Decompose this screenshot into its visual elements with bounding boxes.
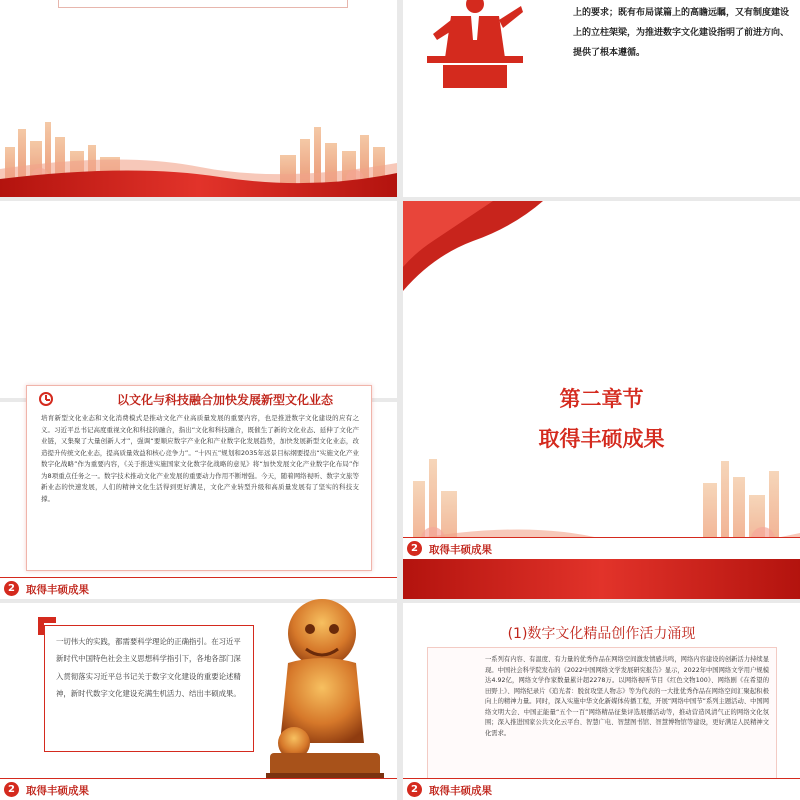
- content-card: [26, 385, 372, 571]
- chapter-title: 取得丰硕成果: [538, 427, 665, 451]
- section-footer: [403, 778, 800, 800]
- card-body: 培育新型文化业态和文化消费模式是推动文化产业高质量发展的重要内容，也是推进数字文化建设的应有之义。习近平总书记高度重视文化和科技的融合，指出“文化和科技融合，既催生了新的文化业态、延伸了文化产业链，又集聚了大量创新人才”，强调“要顺应数字产业化和产业数字化发展趋势，加快发展新型文化业态，改造提升传统文化业态，提高质量效益和核心竞争力”。“十四五”规划和2035年远景目标纲要提出“实施文化产业数字化战略”作为重要内容，《关于推进实施国家文化数字化战略的意见》将“加快发展文化产业数字化布局”作为8项重点任务之一。数字技术推动文化产业发展的重要动力作用不断增强。今天，随着网络视听、数字文旅等新业态的快速发展，人们的精神文化生活得到更好满足，文化产业转型升级和高质量发展有了坚实的科技支撑。: [41, 414, 359, 503]
- slide-7: [0, 603, 397, 800]
- section-footer: [0, 778, 397, 800]
- section-number: 2: [4, 782, 19, 797]
- red-flag-decoration: [403, 201, 543, 291]
- slide-1: [0, 0, 397, 197]
- section-title: 取得丰硕成果: [429, 785, 492, 797]
- quote-text: 一切伟大的实践，都需要科学理论的正确指引。在习近平新时代中国特色社会主义思想科学指引下，各地各部门深入贯彻落实习近平总书记关于数字文化建设的重要论述精神，新时代数字文化建设充满生机活力、结出丰硕成果。: [56, 637, 241, 699]
- slide-2-text: 上的要求；既有布局谋篇上的高瞻远瞩，又有制度建设上的立柱架梁，为推进数字文化建设指明了前进方向、提供了根本遵循。: [573, 8, 790, 58]
- slide-5-body: [0, 393, 397, 599]
- card-title: 以文化与科技融合加快发展新型文化业态: [117, 393, 334, 407]
- section-title: 取得丰硕成果: [429, 544, 492, 556]
- text-box-edge: [58, 0, 348, 8]
- section-title: 取得丰硕成果: [26, 785, 89, 797]
- podium-speaker-icon: [425, 0, 525, 88]
- slide-6: [403, 201, 800, 599]
- section-footer: [403, 537, 800, 559]
- slide-5: [0, 201, 397, 398]
- chapter-number: 第二章节: [559, 387, 644, 411]
- section-number: 2: [4, 581, 19, 596]
- slide-8: [403, 603, 800, 800]
- city-skyline-decoration: [0, 107, 397, 197]
- slide-8-body: 一系列有内容、有温度、有力量的优秀作品在网络空间激发情感共鸣，网络内容建设的创新活力持续显现。中国社会科学院发布的《2022中国网络文学发展研究报告》显示，2022年中国网络文学用户规模达4.92亿，网络文学作家数量累计超2278万。以网络视听节目《红色文物100》、网络剧《在希望的田野上》、网络纪录片《追光者：脱贫攻坚人物志》等为代表的一大批优秀作品在网络空间汇聚起积极向上的精神力量。同时，深入实施中华文化新媒体传播工程，开展“网络中国节”系列主题活动、中国网络文明大会、中国正能量“五个一百”网络精品征集评选展播活动等，推动营造风清气正的网络文化氛围；深入推进国家公共文化云平台、智慧广电、智慧图书馆、智慧博物馆等建设，更好满足人民精神文化需求。: [485, 656, 769, 737]
- slide-8-title: (1)数字文化精品创作活力涌现: [507, 626, 696, 642]
- section-number: 2: [407, 541, 422, 556]
- clock-icon: [39, 392, 53, 406]
- stone-lion-image: [262, 593, 386, 785]
- slide-2: [403, 0, 800, 197]
- section-number: 2: [407, 782, 422, 797]
- section-title: 取得丰硕成果: [26, 584, 89, 596]
